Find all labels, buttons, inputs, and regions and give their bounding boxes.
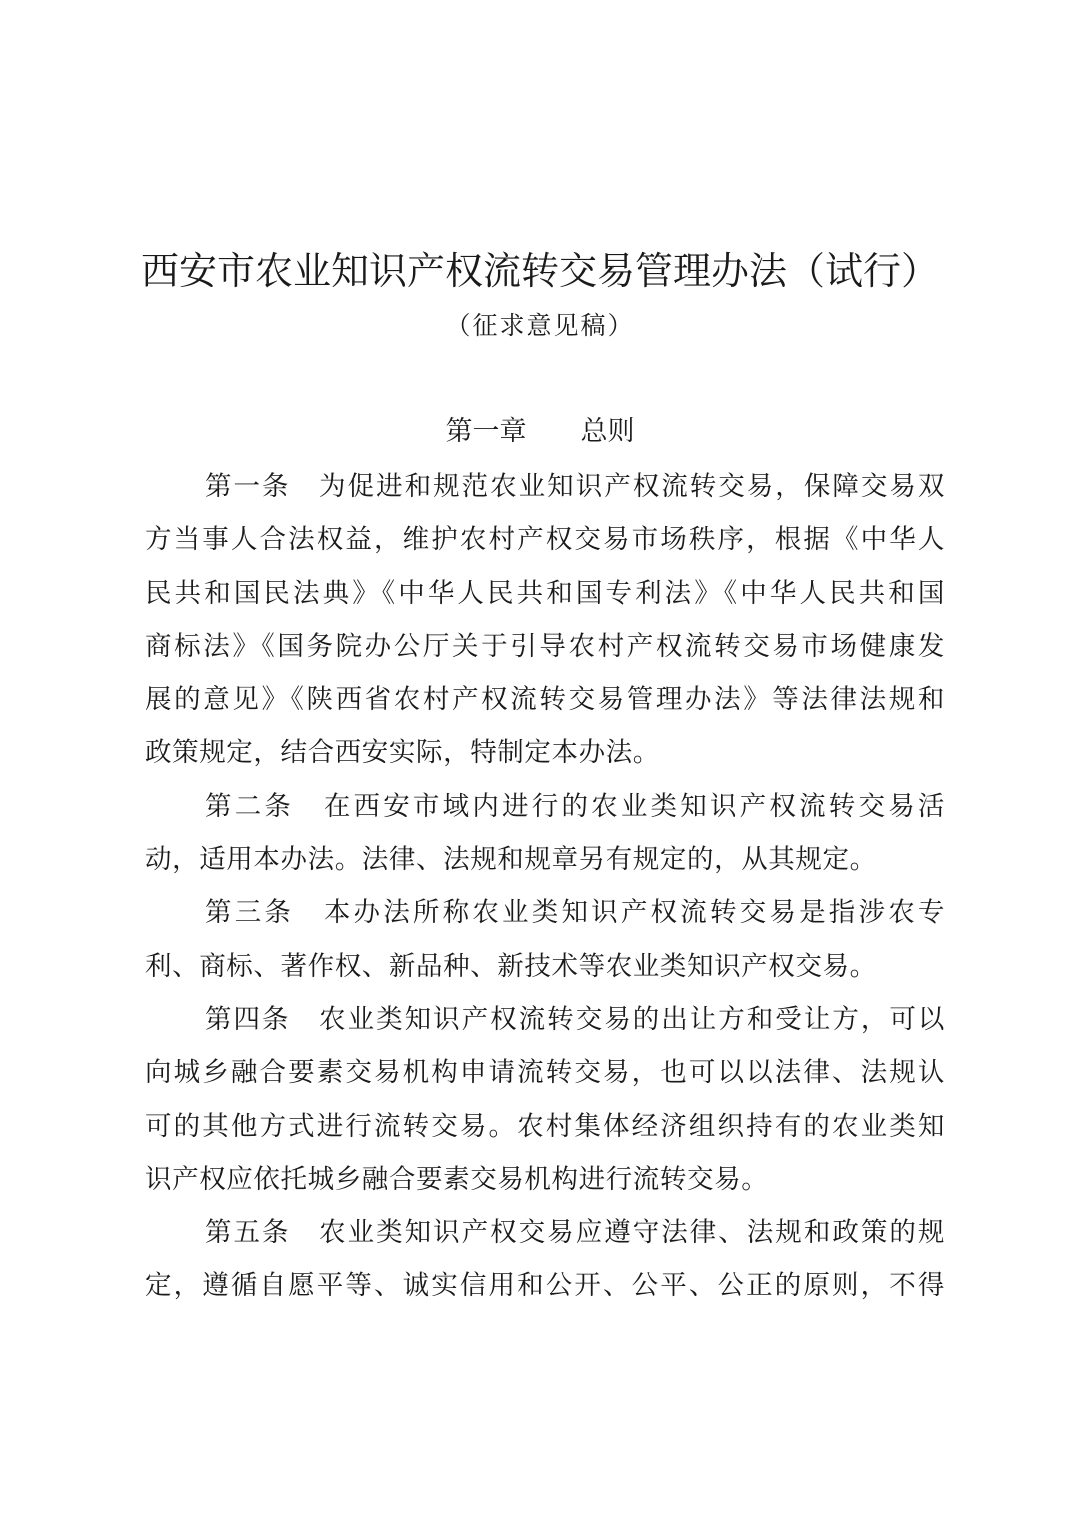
article-2-line-2: 动，适用本办法。法律、法规和规章另有规定的，从其规定。 bbox=[145, 844, 877, 876]
article-4-line-2: 向城乡融合要素交易机构申请流转交易，也可以以法律、法规认 bbox=[145, 1057, 945, 1089]
article-4-line-3: 可的其他方式进行流转交易。农村集体经济组织持有的农业类知 bbox=[145, 1110, 945, 1142]
chapter-heading: 第一章 总则 bbox=[445, 416, 635, 447]
document-body bbox=[145, 460, 945, 1313]
article-2-line-1: 第二条 在西安市域内进行的农业类知识产权流转交易活 bbox=[205, 790, 945, 822]
article-1-line-5: 展的意见》《陕西省农村产权流转交易管理办法》等法律法规和 bbox=[145, 684, 945, 716]
article-4-line-1: 第四条 农业类知识产权流转交易的出让方和受让方，可以 bbox=[205, 1003, 945, 1035]
article-4-line-4: 识产权应依托城乡融合要素交易机构进行流转交易。 bbox=[145, 1163, 769, 1195]
article-5-line-1: 第五条 农业类知识产权交易应遵守法律、法规和政策的规 bbox=[205, 1217, 945, 1249]
article-1-line-4: 商标法》《国务院办公厅关于引导农村产权流转交易市场健康发 bbox=[145, 630, 945, 662]
document-title: 西安市农业知识产权流转交易管理办法（试行） bbox=[140, 249, 939, 293]
document-subtitle: （征求意见稿） bbox=[445, 311, 635, 340]
article-1-line-1: 第一条 为促进和规范农业知识产权流转交易，保障交易双 bbox=[205, 471, 945, 502]
article-1-line-2: 方当事人合法权益，维护农村产权交易市场秩序，根据《中华人 bbox=[145, 524, 945, 556]
article-1-line-3: 民共和国民法典》《中华人民共和国专利法》《中华人民共和国 bbox=[145, 577, 945, 609]
article-1-line-6: 政策规定，结合西安实际，特制定本办法。 bbox=[145, 737, 660, 769]
article-3-line-1: 第三条 本办法所称农业类知识产权流转交易是指涉农专 bbox=[205, 897, 945, 929]
article-3-line-2: 利、商标、著作权、新品种、新技术等农业类知识产权交易。 bbox=[145, 950, 877, 982]
article-5-line-2: 定，遵循自愿平等、诚实信用和公开、公平、公正的原则，不得 bbox=[145, 1270, 945, 1302]
